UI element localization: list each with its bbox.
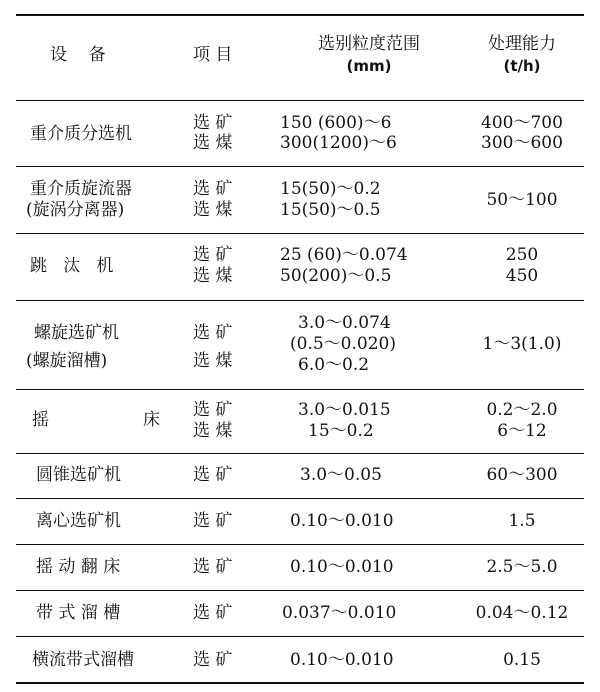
capacity-cell: 0.15 bbox=[503, 650, 541, 670]
item-cell: 选 煤 bbox=[193, 133, 233, 153]
capacity-cell: 0.2～2.0 bbox=[486, 400, 558, 420]
range-cell: 15(50)～0.5 bbox=[280, 200, 381, 220]
row-rule bbox=[16, 166, 584, 167]
row-rule bbox=[16, 233, 584, 234]
row-rule bbox=[16, 498, 584, 499]
range-cell: 150 (600)～6 bbox=[280, 113, 392, 133]
item-cell: 选 矿 bbox=[193, 603, 233, 623]
item-cell: 选 矿 bbox=[193, 650, 233, 670]
device-cell: 跳 汰 机 bbox=[30, 256, 114, 276]
device-cell-part: 摇 bbox=[32, 410, 49, 430]
device-cell: (旋涡分离器) bbox=[26, 200, 125, 220]
capacity-cell: 6～12 bbox=[497, 421, 547, 441]
header-device: 设 备 bbox=[50, 45, 106, 65]
device-cell: 摇 动 翻 床 bbox=[36, 557, 121, 577]
item-cell: 选 矿 bbox=[193, 400, 233, 420]
range-cell: 6.0～0.2 bbox=[298, 355, 370, 375]
range-cell: 300(1200)～6 bbox=[280, 133, 397, 153]
range-cell: 25 (60)～0.074 bbox=[280, 245, 408, 265]
capacity-cell: 1～3(1.0) bbox=[482, 334, 562, 354]
item-cell: 选 矿 bbox=[193, 113, 233, 133]
range-cell: 3.0～0.015 bbox=[298, 400, 391, 420]
device-cell: 带 式 溜 槽 bbox=[36, 603, 121, 623]
device-cell bbox=[32, 410, 160, 430]
device-cell-part: 床 bbox=[143, 410, 160, 430]
range-cell: 3.0～0.074 bbox=[298, 313, 391, 333]
capacity-cell: 60～300 bbox=[486, 465, 558, 485]
item-cell: 选 矿 bbox=[193, 323, 233, 343]
capacity-cell: 1.5 bbox=[508, 511, 536, 531]
range-cell: 15(50)～0.2 bbox=[280, 179, 381, 199]
capacity-cell: 0.04～0.12 bbox=[475, 603, 569, 623]
capacity-cell: 2.5～5.0 bbox=[486, 557, 558, 577]
header-range-unit: (mm) bbox=[346, 57, 392, 75]
row-rule bbox=[16, 544, 584, 545]
range-cell: 0.10～0.010 bbox=[290, 557, 394, 577]
row-rule bbox=[16, 389, 584, 390]
item-cell: 选 矿 bbox=[193, 557, 233, 577]
header-item: 项 目 bbox=[193, 45, 233, 65]
item-cell: 选 煤 bbox=[193, 200, 233, 220]
device-cell: (螺旋溜槽) bbox=[26, 351, 108, 371]
capacity-cell: 400～700 bbox=[481, 113, 563, 133]
item-cell: 选 矿 bbox=[193, 465, 233, 485]
bottom-rule bbox=[16, 682, 584, 684]
item-cell: 选 矿 bbox=[193, 511, 233, 531]
range-cell: 50(200)～0.5 bbox=[280, 266, 392, 286]
header-rule bbox=[16, 100, 584, 101]
header-capacity: 处理能力 bbox=[488, 34, 556, 54]
capacity-cell: 450 bbox=[505, 266, 539, 286]
row-rule bbox=[16, 300, 584, 301]
range-cell: 0.037～0.010 bbox=[282, 603, 397, 623]
range-cell: (0.5～0.020) bbox=[290, 334, 396, 354]
item-cell: 选 煤 bbox=[193, 266, 233, 286]
capacity-cell: 250 bbox=[505, 245, 539, 265]
device-cell: 重介质旋流器 bbox=[30, 179, 132, 199]
row-rule bbox=[16, 636, 584, 637]
device-cell: 重介质分选机 bbox=[30, 124, 132, 144]
range-cell: 0.10～0.010 bbox=[290, 511, 394, 531]
item-cell: 选 煤 bbox=[193, 421, 233, 441]
range-cell: 0.10～0.010 bbox=[290, 650, 394, 670]
header-range: 选别粒度范围 bbox=[318, 34, 420, 54]
item-cell: 选 矿 bbox=[193, 179, 233, 199]
row-rule bbox=[16, 453, 584, 454]
device-cell: 离心选矿机 bbox=[36, 511, 121, 531]
capacity-cell: 50～100 bbox=[486, 190, 558, 210]
device-cell: 圆锥选矿机 bbox=[36, 465, 121, 485]
top-rule bbox=[16, 14, 584, 16]
device-cell: 横流带式溜槽 bbox=[32, 650, 134, 670]
capacity-cell: 300～600 bbox=[481, 133, 563, 153]
range-cell: 15～0.2 bbox=[308, 421, 374, 441]
row-rule bbox=[16, 590, 584, 591]
item-cell: 选 煤 bbox=[193, 351, 233, 371]
item-cell: 选 矿 bbox=[193, 245, 233, 265]
header-capacity-unit: (t/h) bbox=[503, 57, 541, 75]
device-cell: 螺旋选矿机 bbox=[34, 323, 119, 343]
range-cell: 3.0～0.05 bbox=[300, 465, 382, 485]
